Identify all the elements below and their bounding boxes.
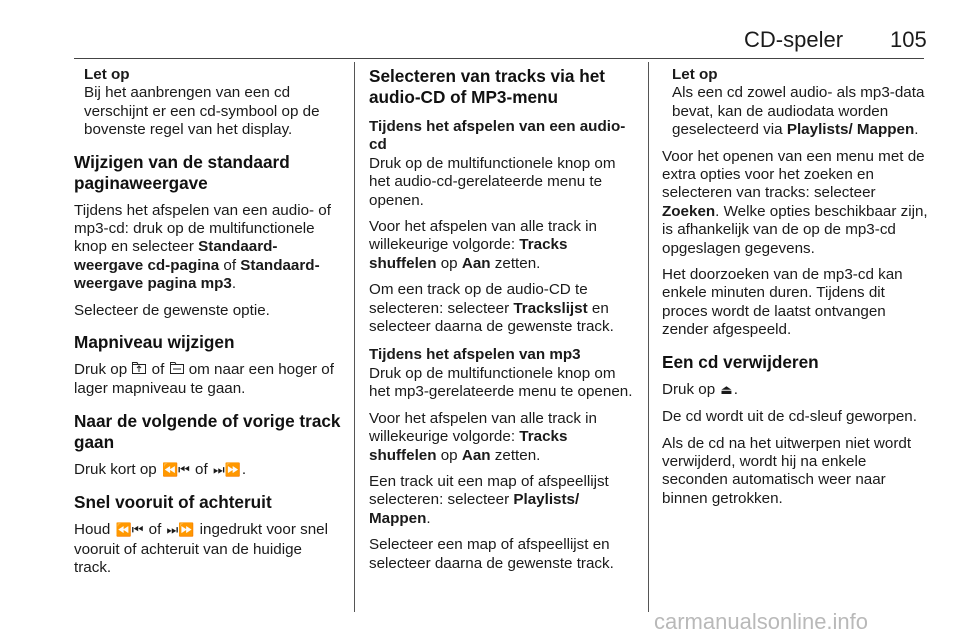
paragraph — [369, 218, 637, 273]
column-divider — [648, 62, 649, 612]
paragraph: Als de cd na het uitwerpen niet wordt verwijderd, wordt hij na enkele seconden automatisch weer naar binnen getrokken. — [662, 434, 912, 507]
paragraph: Druk op de multifunctionele knop om het audio-cd-gerelateerde menu te openen. — [369, 154, 616, 209]
text: zetten. — [490, 446, 541, 464]
sub-heading: Tijdens het afspelen van mp3 — [369, 346, 581, 364]
skip-forward-icon: ⏭⏩ — [212, 462, 241, 478]
page-header — [0, 0, 960, 58]
note — [662, 66, 932, 140]
skip-back-icon: ⏪⏮ — [115, 523, 144, 539]
note-label: Let op — [672, 66, 718, 83]
paragraph — [662, 148, 932, 258]
paragraph: Selecteer een map of afspeellijst en selecteer daarna de gewenste track. — [369, 536, 614, 572]
text: op — [436, 446, 462, 464]
note-label: Let op — [84, 66, 130, 83]
menu-label: Aan — [461, 446, 491, 464]
text: Een track uit een map of afspeellijst selecteren: selecteer — [369, 472, 609, 509]
paragraph: De cd wordt uit de cd-sleuf geworpen. — [662, 408, 917, 426]
text: Voor het afspelen van alle track in willekeurige volgorde: — [369, 409, 597, 446]
text: . — [733, 380, 738, 398]
section-heading: Selecteren van tracks via het audio-CD of MP3-menu — [369, 66, 605, 107]
column-3 — [662, 66, 932, 516]
note-text: Als een cd zowel audio- als mp3-data bevat, kan de audiodata worden geselecteerd via — [672, 84, 925, 139]
text: Tijdens het afspelen van een audio- of mp3-cd: druk op de multifunctionele knop en selecteer — [74, 201, 331, 256]
text: Voor het openen van een menu met de extra opties voor het zoeken en selecteren van tracks: selecteer — [662, 147, 925, 202]
paragraph — [369, 473, 637, 528]
column-divider — [354, 62, 355, 612]
folder-up-icon — [131, 362, 147, 380]
text: . Welke opties beschikbaar zijn, is afhankelijk van de op de mp3-cd opgeslagen gegevens. — [662, 202, 928, 257]
text: ingedrukt voor snel vooruit of achteruit van de huidige track. — [74, 521, 328, 577]
menu-label: Zoeken — [662, 202, 716, 220]
menu-label: Tracks shuffelen — [369, 236, 568, 272]
paragraph — [662, 381, 932, 400]
text: of — [219, 256, 241, 274]
menu-label: Trackslijst — [513, 299, 588, 317]
note — [74, 66, 342, 140]
text: of — [144, 521, 166, 539]
paragraph — [74, 202, 342, 294]
text: Voor het afspelen van alle track in willekeurige volgorde: — [369, 218, 597, 254]
text: . — [914, 121, 919, 139]
text: . — [426, 509, 431, 527]
menu-label: Playlists/ Mappen — [369, 491, 580, 527]
menu-label: Aan — [461, 254, 491, 272]
menu-label: Tracks shuffelen — [369, 428, 568, 464]
text: Druk op — [74, 361, 132, 379]
menu-label: Standaard-weergave pagina mp3 — [74, 256, 320, 293]
page-number: 105 — [890, 27, 927, 52]
sub-heading: Tijdens het afspelen van een audio-cd — [369, 118, 626, 154]
page-title: CD-speler — [744, 27, 844, 52]
text: Houd — [74, 521, 115, 539]
menu-label: Standaard-weergave cd-pagina — [74, 238, 278, 274]
section-heading: Wijzigen van de standaard paginaweergave — [74, 151, 290, 193]
paragraph — [74, 361, 342, 399]
section-heading: Een cd verwijderen — [662, 351, 819, 372]
text: Druk op — [662, 380, 720, 398]
paragraph: Het doorzoeken van de mp3-cd kan enkele minuten duren. Tijdens dit proces wordt de laatst ontvangen zender afgespeeld. — [662, 266, 903, 339]
skip-forward-icon: ⏭⏩ — [166, 523, 195, 539]
skip-back-icon: ⏪⏮ — [161, 462, 190, 478]
menu-label: Playlists/ Mappen — [786, 121, 915, 139]
folder-down-icon — [169, 362, 185, 380]
text: Druk kort op — [74, 460, 161, 478]
paragraph — [369, 281, 637, 336]
text: of — [190, 460, 212, 478]
text: en selecteer daarna de gewenste track. — [369, 299, 614, 336]
paragraph — [74, 521, 342, 577]
section-heading: Snel vooruit of achteruit — [74, 492, 272, 513]
text: zetten. — [490, 254, 541, 272]
header-rule — [74, 58, 924, 59]
text: . — [241, 460, 247, 478]
paragraph — [74, 461, 342, 480]
watermark: carmanualsonline.info — [654, 609, 869, 634]
column-1 — [74, 66, 342, 586]
column-2 — [369, 66, 637, 581]
note-text: Bij het aanbrengen van een cd verschijnt er een cd-symbool op de bovenste regel van het display. — [84, 84, 320, 139]
paragraph: Selecteer de gewenste optie. — [74, 301, 270, 319]
text: op — [436, 254, 462, 272]
section-heading: Mapniveau wijzigen — [74, 332, 235, 353]
paragraph — [369, 410, 637, 465]
eject-icon: ⏏ — [720, 382, 733, 398]
text: Om een track op de audio-CD te selecteren: selecteer — [369, 281, 588, 317]
text: . — [231, 275, 237, 293]
text: om naar een hoger of lager mapniveau te gaan. — [74, 361, 334, 398]
section-heading: Naar de volgende of vorige track gaan — [74, 410, 341, 452]
paragraph: Druk op de multifunctionele knop om het mp3-gerelateerde menu te openen. — [369, 364, 633, 401]
text: of — [147, 361, 169, 379]
